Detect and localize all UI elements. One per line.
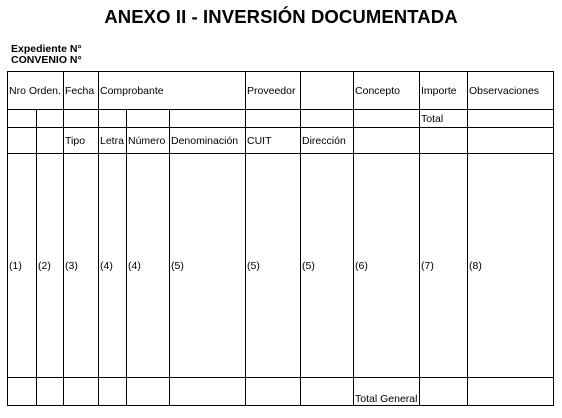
note-cell: (5) xyxy=(246,154,301,378)
cell xyxy=(170,110,246,128)
total-general-label: Total General xyxy=(354,378,420,406)
note-cell: (1) xyxy=(8,154,37,378)
subheader-numero: Número xyxy=(127,128,170,154)
page-title: ANEXO II - INVERSIÓN DOCUMENTADA xyxy=(104,6,458,27)
note-cell: (8) xyxy=(468,154,554,378)
note-cell: (4) xyxy=(99,154,127,378)
total-general-row xyxy=(8,378,554,406)
cell xyxy=(37,128,64,154)
expediente-label: Expediente N° xyxy=(11,43,82,55)
subheader-denominacion: Denominación xyxy=(170,128,246,154)
cell xyxy=(170,378,246,406)
note-cell: (2) xyxy=(37,154,64,378)
total-label: Total xyxy=(420,110,468,128)
note-cell: (3) xyxy=(64,154,99,378)
cell xyxy=(354,110,420,128)
convenio-label: CONVENIO N° xyxy=(11,54,82,66)
cell xyxy=(37,378,64,406)
subheader-tipo: Tipo xyxy=(64,128,99,154)
note-cell: (7) xyxy=(420,154,468,378)
header-concepto: Concepto xyxy=(354,72,420,110)
cell xyxy=(127,110,170,128)
header-observaciones: Observaciones xyxy=(468,72,554,110)
header-importe: Importe xyxy=(420,72,468,110)
note-cell: (6) xyxy=(354,154,420,378)
subheader-row xyxy=(8,128,554,154)
header-nro-orden: Nro Orden. xyxy=(8,72,64,110)
header-proveedor: Proveedor xyxy=(246,72,301,110)
subheader-cuit: CUIT xyxy=(246,128,301,154)
cell xyxy=(246,378,301,406)
cell xyxy=(64,110,99,128)
cell xyxy=(468,378,554,406)
cell xyxy=(468,110,554,128)
cell xyxy=(8,378,37,406)
cell xyxy=(99,110,127,128)
header-fecha: Fecha xyxy=(64,72,99,110)
cell xyxy=(354,128,420,154)
cell xyxy=(127,378,170,406)
cell xyxy=(8,110,37,128)
cell xyxy=(99,378,127,406)
cell xyxy=(301,378,354,406)
cell xyxy=(420,378,468,406)
cell xyxy=(8,128,37,154)
subheader-letra: Letra xyxy=(99,128,127,154)
cell xyxy=(37,110,64,128)
notes-row xyxy=(8,154,554,378)
header-row xyxy=(8,72,554,110)
cell xyxy=(246,110,301,128)
note-cell: (5) xyxy=(170,154,246,378)
header-comprobante: Comprobante xyxy=(99,72,246,110)
subheader-direccion: Dirección xyxy=(301,128,354,154)
cell xyxy=(64,378,99,406)
note-cell: (5) xyxy=(301,154,354,378)
cell xyxy=(301,110,354,128)
investment-table xyxy=(7,71,554,406)
cell xyxy=(468,128,554,154)
cell xyxy=(420,128,468,154)
note-cell: (4) xyxy=(127,154,170,378)
header-proveedor-extra xyxy=(301,72,354,110)
total-row xyxy=(8,110,554,128)
